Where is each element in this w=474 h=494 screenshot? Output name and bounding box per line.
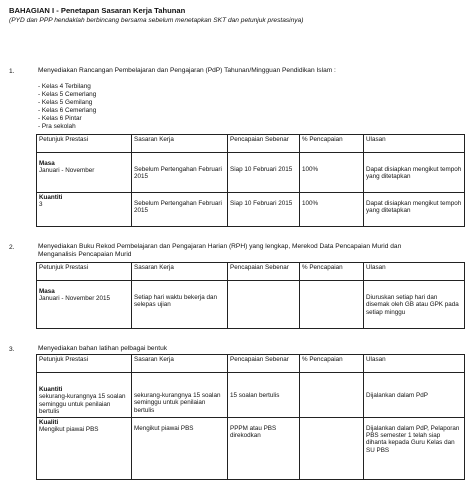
- header-pencapaian: Pencapaian Sebenar: [228, 135, 300, 153]
- cell-peratus: [300, 373, 364, 418]
- row-label: Masa: [39, 288, 55, 295]
- cell-sasaran: [132, 193, 228, 227]
- cell-pencapaian: [228, 281, 300, 329]
- header-pencapaian: Pencapaian Sebenar: [228, 355, 300, 373]
- row-peratus: 100%: [302, 200, 319, 207]
- cell-petunjuk: [37, 193, 132, 227]
- list-item: - Kelas 4 Terbilang: [38, 83, 91, 90]
- list-item: - Kelas 6 Pintar: [38, 115, 82, 122]
- cell-petunjuk: [37, 417, 132, 479]
- table-header-row: [37, 135, 465, 153]
- cell-pencapaian: [228, 373, 300, 418]
- row-ulasan: Dapat disiapkan mengikut tempoh yang ditetapkan: [366, 166, 462, 181]
- header-pencapaian: Pencapaian Sebenar: [228, 263, 300, 281]
- cell-peratus: [300, 281, 364, 329]
- row-ulasan: Diuruskan setiap hari dan disemak oleh GB atau GPK pada setiap minggu: [366, 294, 459, 316]
- row-peratus: 100%: [302, 166, 319, 173]
- row-petunjuk: sekurang-kurangnya 15 soalan seminggu untuk penilaian bertulis: [39, 393, 126, 416]
- cell-pencapaian: [228, 193, 300, 227]
- cell-sasaran: [132, 373, 228, 418]
- item-1-table: [36, 134, 465, 227]
- list-item: - Kelas 6 Cemerlang: [38, 107, 97, 114]
- item-3-number: 3.: [9, 346, 15, 353]
- cell-ulasan: [364, 193, 465, 227]
- row-sasaran: sekurang-kurangnya 15 soalan seminggu untuk penilaian bertulis: [134, 392, 221, 414]
- cell-sasaran: [132, 281, 228, 329]
- cell-petunjuk: [37, 281, 132, 329]
- cell-pencapaian: [228, 417, 300, 479]
- row-sasaran: Sebelum Pertengahan Februari 2015: [134, 200, 222, 215]
- row-pencapaian: PPPM atau PBS direkodkan: [230, 424, 277, 440]
- table-row: [37, 281, 465, 329]
- row-label: Masa: [39, 160, 55, 167]
- row-pencapaian: 15 soalan bertulis: [230, 392, 280, 399]
- list-item: - Kelas 5 Gemilang: [38, 99, 93, 106]
- header-peratus: % Pencapaian: [300, 355, 364, 373]
- cell-ulasan: [364, 153, 465, 193]
- header-petunjuk: Petunjuk Prestasi: [37, 355, 132, 373]
- row-label: Kualiti: [39, 418, 59, 426]
- header-ulasan: Ulasan: [364, 135, 465, 153]
- table-header-row: [37, 263, 465, 281]
- item-2-text-line1: Menyediakan Buku Rekod Pembelajaran dan Pengajaran Harian (RPH) yang lengkap, Merekod Data Pencapaian Murid dan: [38, 243, 402, 250]
- header-sasaran: Sasaran Kerja: [132, 135, 228, 153]
- table-row: [37, 373, 465, 418]
- list-item: - Kelas 5 Cemerlang: [38, 91, 97, 98]
- row-label: Kuantiti: [39, 386, 63, 393]
- item-1-text: Menyediakan Rancangan Pembelajaran dan Pengajaran (PdP) Tahunan/Mingguan Pendidikan Islam :: [38, 67, 336, 74]
- header-peratus: % Pencapaian: [300, 263, 364, 281]
- list-item: - Pra sekolah: [38, 123, 76, 130]
- header-sasaran: Sasaran Kerja: [132, 263, 228, 281]
- item-3-text: Menyediakan bahan latihan pelbagai bentuk: [38, 345, 168, 352]
- table-row: [37, 193, 465, 227]
- item-1-number: 1.: [9, 68, 15, 75]
- cell-peratus: [300, 153, 364, 193]
- header-ulasan: Ulasan: [364, 263, 465, 281]
- item-2-table: [36, 262, 465, 329]
- item-3-table: [36, 354, 465, 480]
- row-sasaran: Setiap hari waktu bekerja dan selepas ujian: [134, 294, 217, 309]
- cell-petunjuk: [37, 373, 132, 418]
- cell-peratus: [300, 193, 364, 227]
- row-sasaran: Mengikut piawai PBS: [134, 424, 194, 432]
- row-pencapaian: Siap 10 Februari 2015: [230, 200, 293, 207]
- row-ulasan: Dijalankan dalam PdP, Pelaporan PBS semester 1 telah siap dihanta kepada Guru Kelas dan SU PBS: [366, 424, 460, 454]
- row-sasaran: Sebelum Pertengahan Februari 2015: [134, 166, 222, 181]
- header-ulasan: Ulasan: [364, 355, 465, 373]
- cell-ulasan: [364, 373, 465, 418]
- table-header-row: [37, 355, 465, 373]
- row-petunjuk: Januari - November 2015: [39, 295, 111, 303]
- header-sasaran: Sasaran Kerja: [132, 355, 228, 373]
- item-2-text-line2: Menganalisis Pencapaian Murid: [38, 251, 132, 258]
- cell-peratus: [300, 417, 364, 479]
- cell-sasaran: [132, 153, 228, 193]
- cell-petunjuk: [37, 153, 132, 193]
- page-title: BAHAGIAN I - Penetapan Sasaran Kerja Tahunan: [9, 6, 186, 15]
- row-ulasan: Dapat disiapkan mengikut tempoh yang ditetapkan: [366, 200, 462, 215]
- row-pencapaian: Siap 10 Februari 2015: [230, 166, 293, 173]
- row-petunjuk: Mengikut piawai PBS: [39, 426, 99, 434]
- item-2-number: 2.: [9, 244, 15, 251]
- header-petunjuk: Petunjuk Prestasi: [37, 263, 132, 281]
- row-ulasan: Dijalankan dalam PdP: [366, 392, 428, 399]
- page-subtitle: (PYD dan PPP hendaklah berbincang bersama sebelum menetapkan SKT dan petunjuk prestasinya): [9, 17, 304, 24]
- row-petunjuk: 3: [39, 201, 43, 209]
- cell-sasaran: [132, 417, 228, 479]
- cell-pencapaian: [228, 153, 300, 193]
- table-row: [37, 417, 465, 479]
- header-peratus: % Pencapaian: [300, 135, 364, 153]
- cell-ulasan: [364, 417, 465, 479]
- cell-ulasan: [364, 281, 465, 329]
- item-1-class-list: [38, 83, 96, 131]
- table-row: [37, 153, 465, 193]
- row-label: Kuantiti: [39, 194, 63, 201]
- row-petunjuk: Januari - November: [39, 167, 95, 175]
- header-petunjuk: Petunjuk Prestasi: [37, 135, 132, 153]
